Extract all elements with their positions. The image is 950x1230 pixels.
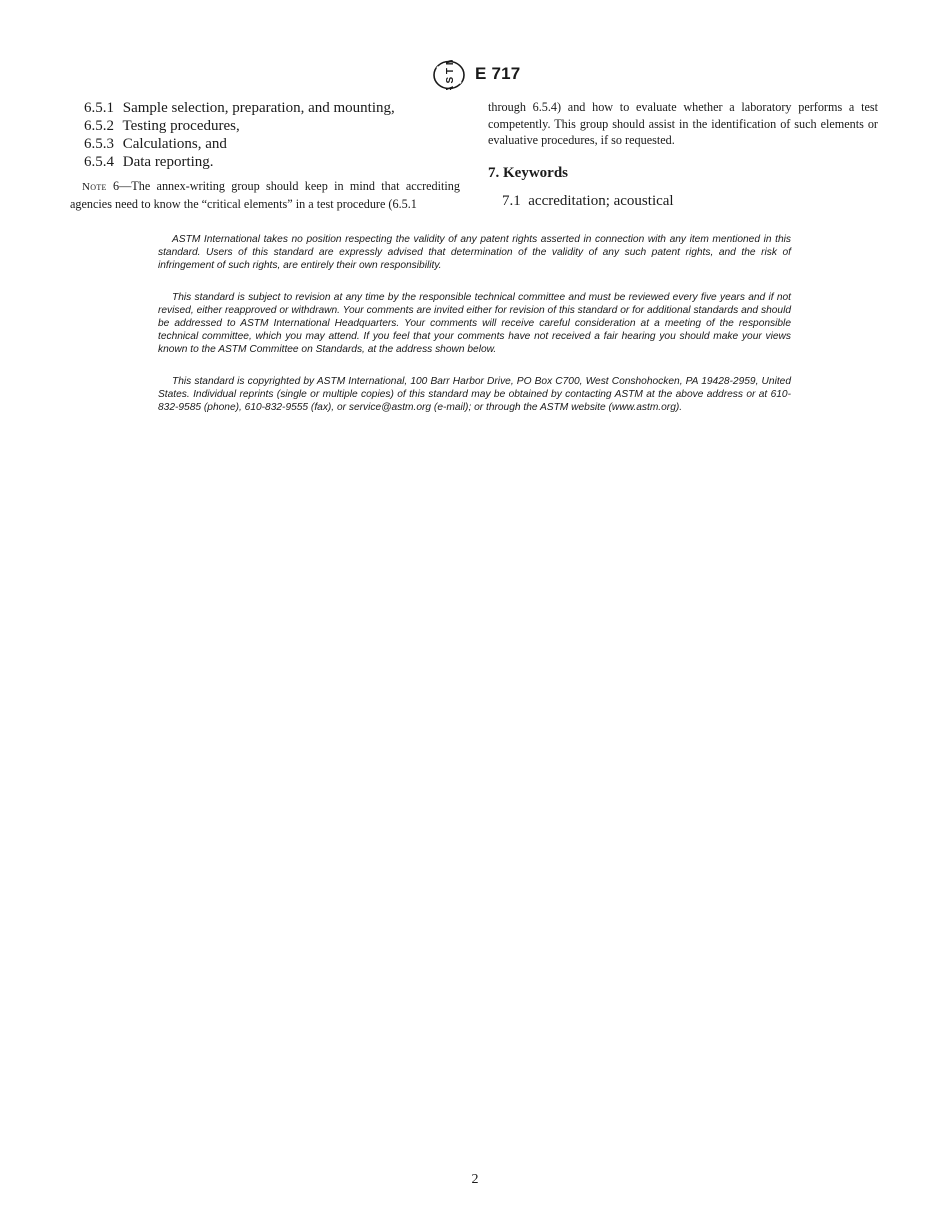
subsection-number: 6.5.4 <box>84 154 114 170</box>
subsection-text: Data reporting. <box>122 154 214 170</box>
note-6 <box>70 178 460 213</box>
subsection-number: 6.5.1 <box>84 100 114 116</box>
page-number: 2 <box>471 1172 479 1187</box>
astm-logo-icon <box>430 60 468 90</box>
subsection-text: Sample selection, preparation, and mounting, <box>122 100 395 116</box>
section-heading-keywords: 7. Keywords <box>488 164 568 181</box>
note-label: Note <box>82 181 107 193</box>
subsection-6-5-4 <box>70 153 460 171</box>
paragraph-number: 7.1 <box>502 192 521 209</box>
logo-lettering: A S T M <box>445 60 456 90</box>
note-text: —The annex-writing group should keep in mind that accrediting agencies need to know the “critical elements” in a test procedure (6.5.1 <box>70 179 460 211</box>
subsection-6-5-1 <box>70 99 460 117</box>
right-column <box>488 99 878 210</box>
section-paragraph-7-1 <box>502 192 878 210</box>
subsection-text: Testing procedures, <box>122 118 240 134</box>
note-number: 6 <box>113 179 120 193</box>
patent-notice: ASTM International takes no position respecting the validity of any patent rights asserted in connection with any item mentioned in this standard. Users of this standard are expressly advised that determination of the validity of any such patent rights, and the risk of infringement of such rights, are entirely their own responsibility. <box>158 234 791 272</box>
revision-notice: This standard is subject to revision at any time by the responsible technical committee and must be reviewed every five years and if not revised, either reapproved or withdrawn. Your comments are invited either for revision of this standard or for additional standards and should be addressed to ASTM International Headquarters. Your comments will receive careful consideration at a meeting of the responsible technical committee, which you may attend. If you feel that your comments have not received a fair hearing you should make your views known to the ASTM Committee on Standards, at the address shown below. <box>158 291 791 356</box>
copyright-notice: This standard is copyrighted by ASTM International, 100 Barr Harbor Drive, PO Box C700, West Conshohocken, PA 19428-2959, United States. Individual reprints (single or multiple copies) of this standard may be obtained by contacting ASTM at the above address or at 610-832-9585 (phone), 610-832-9555 (fax), or service@astm.org (e-mail); or through the ASTM website (www.astm.org). <box>158 375 791 414</box>
note-continuation: through 6.5.4) and how to evaluate whether a laboratory performs a test competently. This group should assist in the identification of such elements or evaluative procedures, if so requested. <box>488 100 878 147</box>
paragraph-text: accreditation; acoustical <box>528 192 674 209</box>
standard-designation: E 717 <box>475 64 521 83</box>
subsection-6-5-2 <box>70 117 460 135</box>
left-column <box>70 99 460 213</box>
subsection-6-5-3 <box>70 135 460 153</box>
subsection-number: 6.5.2 <box>84 118 114 134</box>
subsection-text: Calculations, and <box>122 136 227 152</box>
footer-notices <box>158 233 791 432</box>
subsection-number: 6.5.3 <box>84 136 114 152</box>
